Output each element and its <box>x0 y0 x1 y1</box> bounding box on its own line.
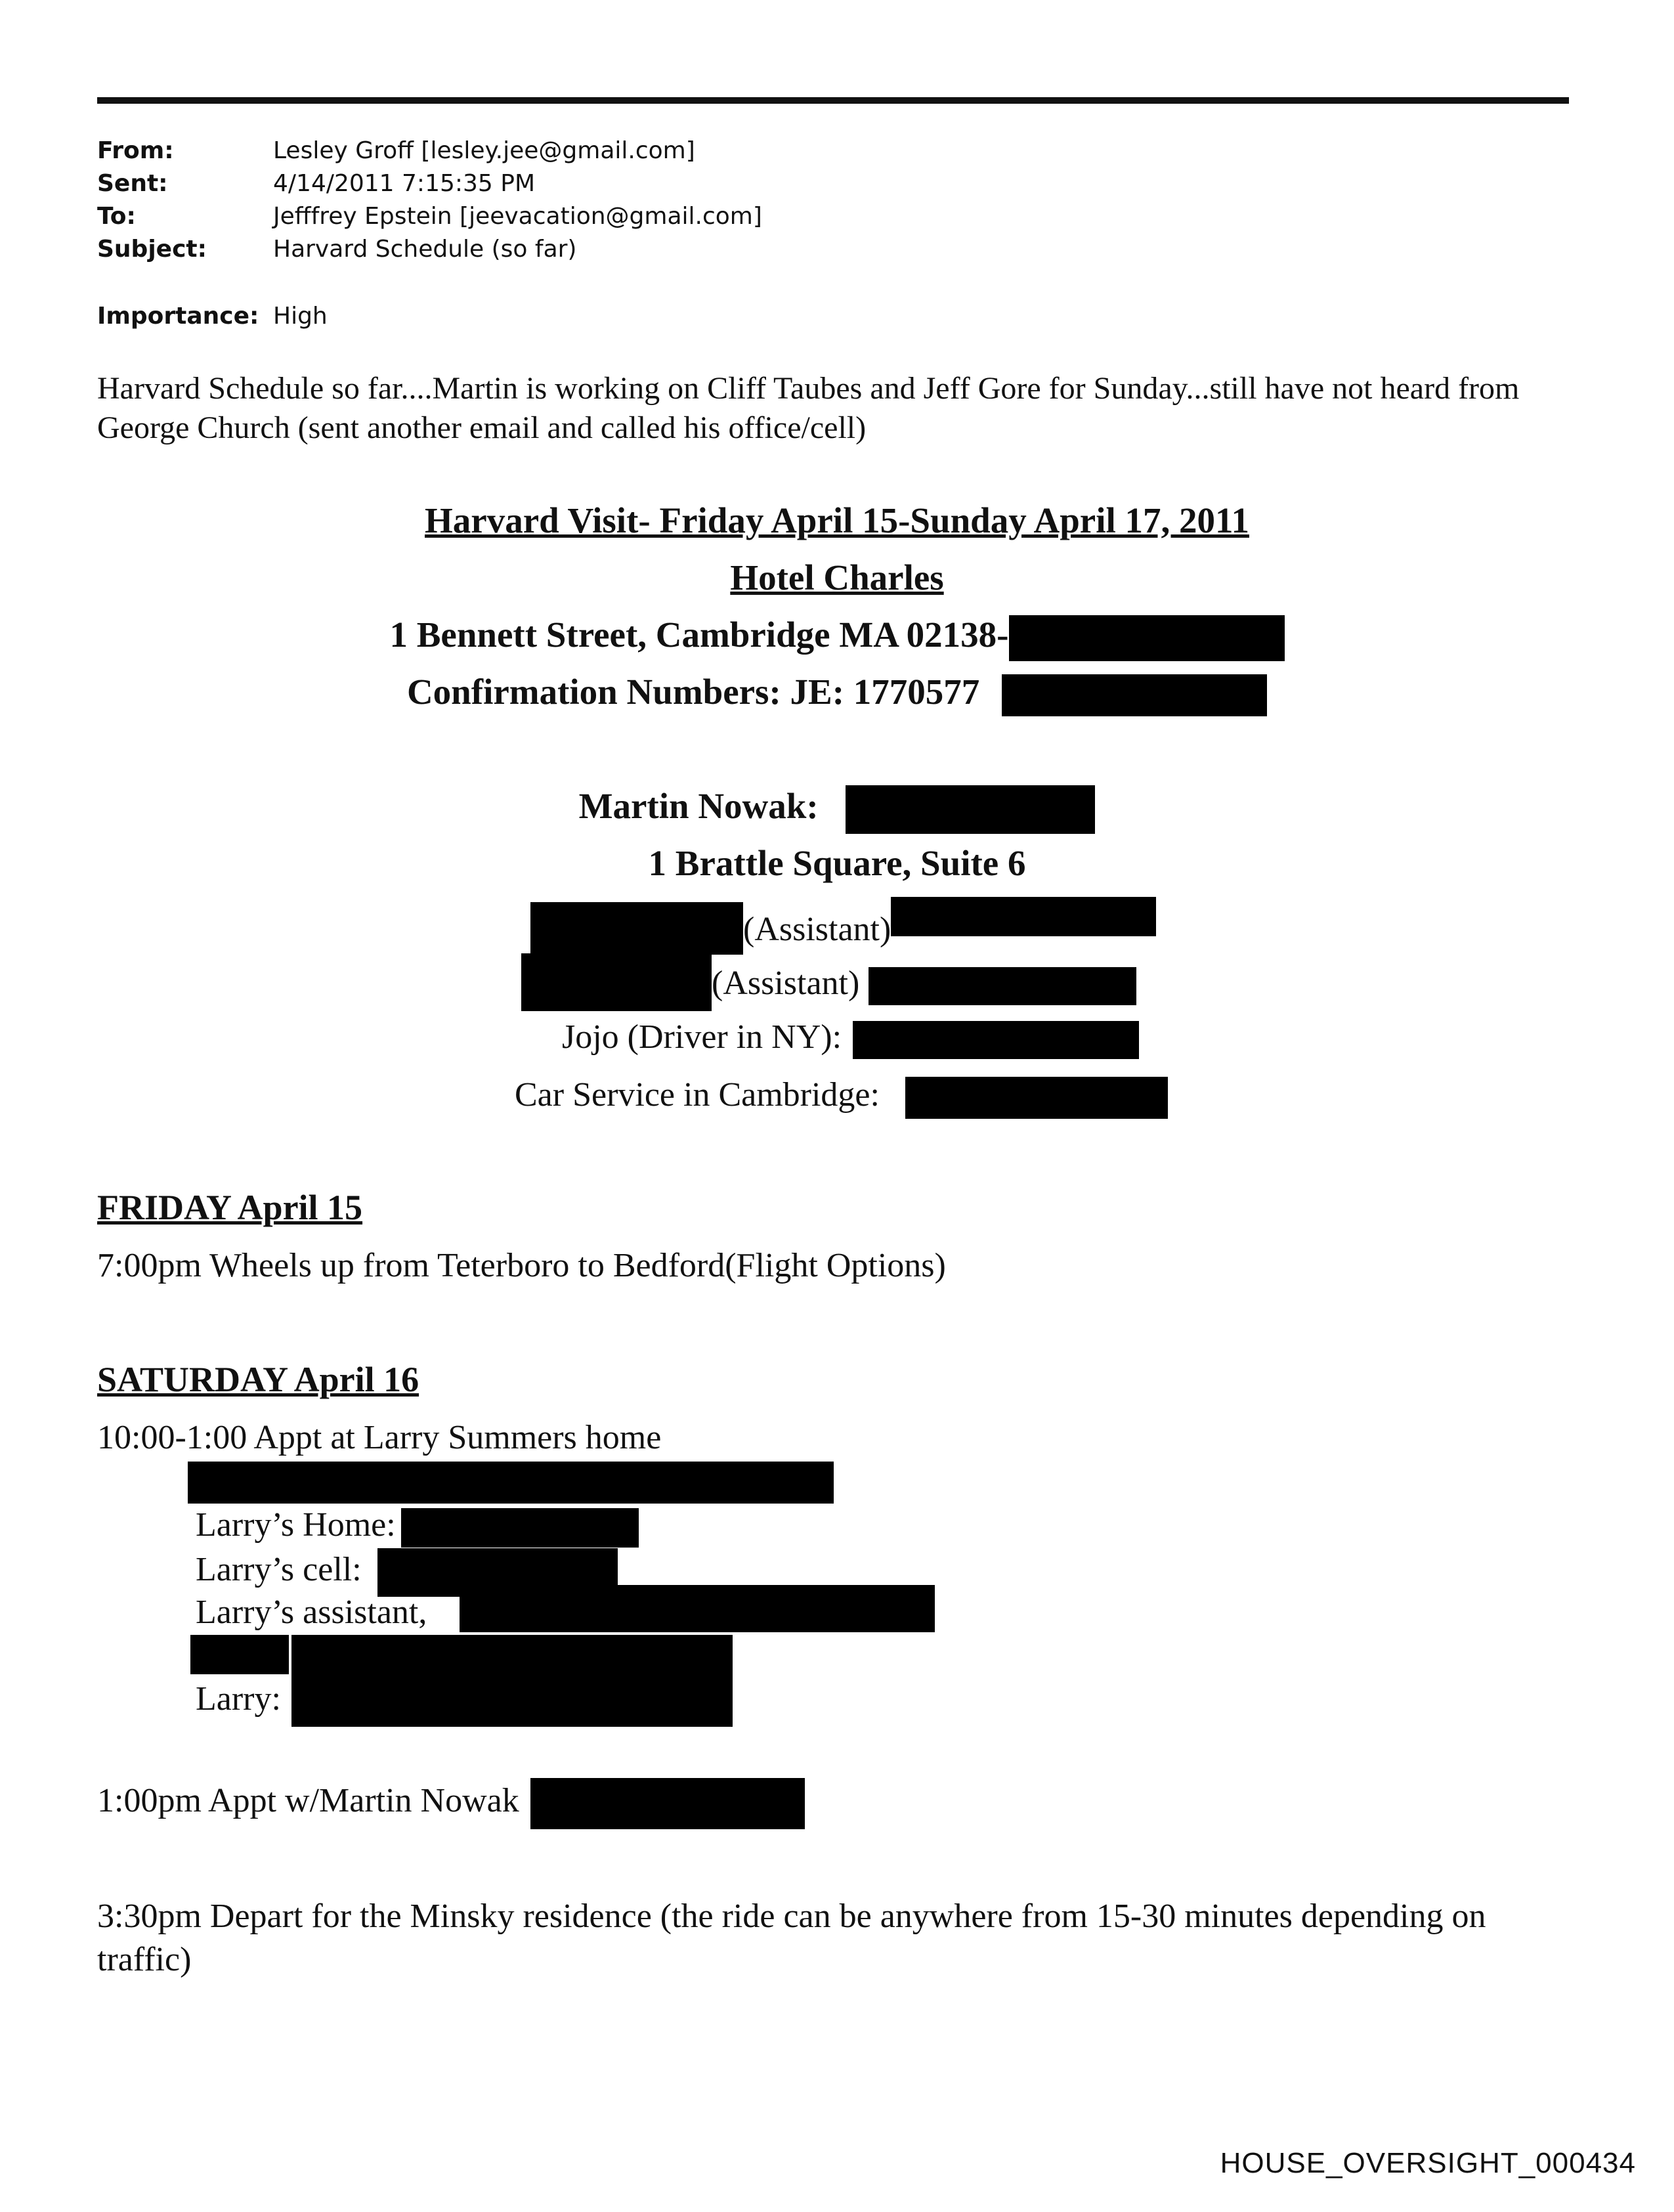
martin-label: Martin Nowak: <box>578 786 819 826</box>
jojo-line <box>562 1016 1139 1059</box>
assistant2-line <box>521 953 1136 1011</box>
redaction-box <box>869 967 1136 1005</box>
importance-value: High <box>273 303 328 330</box>
to-value: Jefffrey Epstein [jeevacation@gmail.com] <box>273 203 762 230</box>
redaction-box <box>460 1585 935 1632</box>
martin-line <box>0 783 1674 834</box>
larry-assistant-label: Larry’s assistant, <box>196 1594 427 1631</box>
larry-assistant-line <box>196 1592 427 1634</box>
assistant1-line <box>530 897 1156 955</box>
larry-cell-label: Larry’s cell: <box>196 1550 362 1588</box>
importance-label: Importance: <box>97 303 259 330</box>
car-service-line <box>515 1074 1168 1119</box>
redaction-box <box>905 1077 1168 1119</box>
top-rule <box>97 97 1569 104</box>
saturday-item-2: 1:00pm Appt w/Martin Nowak <box>97 1781 519 1819</box>
saturday-item-1: 10:00-1:00 Appt at Larry Summers home <box>97 1419 662 1456</box>
confirmation-line <box>0 669 1674 716</box>
visit-title: Harvard Visit- Friday April 15-Sunday April 17, 2011 <box>425 500 1249 540</box>
friday-item: 7:00pm Wheels up from Teterboro to Bedford(Flight Options) <box>97 1247 946 1284</box>
from-label: From: <box>97 137 174 164</box>
subject-value: Harvard Schedule (so far) <box>273 236 577 263</box>
redaction-box <box>521 953 712 1011</box>
jojo-label: Jojo (Driver in NY): <box>562 1018 842 1056</box>
redaction-box <box>190 1635 289 1674</box>
assistant1-label: (Assistant) <box>743 911 891 948</box>
redaction-box <box>530 1778 805 1829</box>
larry-home-line <box>196 1504 639 1548</box>
bates-footer: HOUSE_OVERSIGHT_000434 <box>1220 2147 1636 2179</box>
redaction-box <box>530 902 743 955</box>
redaction-box <box>1009 615 1285 661</box>
sent-label: Sent: <box>97 170 168 197</box>
sent-value: 4/14/2011 7:15:35 PM <box>273 170 536 197</box>
redaction-box <box>291 1635 733 1727</box>
assistant2-label: (Assistant) <box>712 965 860 1002</box>
subject-label: Subject: <box>97 236 207 263</box>
friday-heading: FRIDAY April 15 <box>97 1188 363 1227</box>
larry-home-label: Larry’s Home: <box>196 1506 396 1544</box>
redaction-box <box>188 1462 834 1504</box>
martin-address: 1 Brattle Square, Suite 6 <box>648 843 1026 883</box>
intro-paragraph: Harvard Schedule so far....Martin is working on Cliff Taubes and Jeff Gore for Sunday...still have not heard from George Church (sent another email and called his office/cell) <box>97 371 1520 445</box>
larry-line <box>196 1678 281 1720</box>
saturday-item-3: 3:30pm Depart for the Minsky residence (the ride can be anywhere from 15-30 minutes depending on traffic) <box>97 1898 1486 1978</box>
car-service-label: Car Service in Cambridge: <box>515 1076 880 1114</box>
hotel-address-line <box>0 612 1674 661</box>
hotel-name: Hotel Charles <box>730 557 944 597</box>
larry-label: Larry: <box>196 1680 281 1718</box>
saturday-heading: SATURDAY April 16 <box>97 1360 419 1399</box>
redaction-box <box>846 785 1095 834</box>
from-value: Lesley Groff [lesley.jee@gmail.com] <box>273 137 695 164</box>
hotel-address: 1 Bennett Street, Cambridge MA 02138- <box>389 615 1009 655</box>
to-label: To: <box>97 203 136 230</box>
redaction-box <box>853 1021 1139 1059</box>
saturday-item-2-line <box>97 1778 805 1829</box>
confirmation-numbers: Confirmation Numbers: JE: 1770577 <box>406 672 980 712</box>
redaction-box <box>891 897 1156 936</box>
redaction-box <box>401 1508 639 1548</box>
redaction-box <box>1002 674 1267 716</box>
